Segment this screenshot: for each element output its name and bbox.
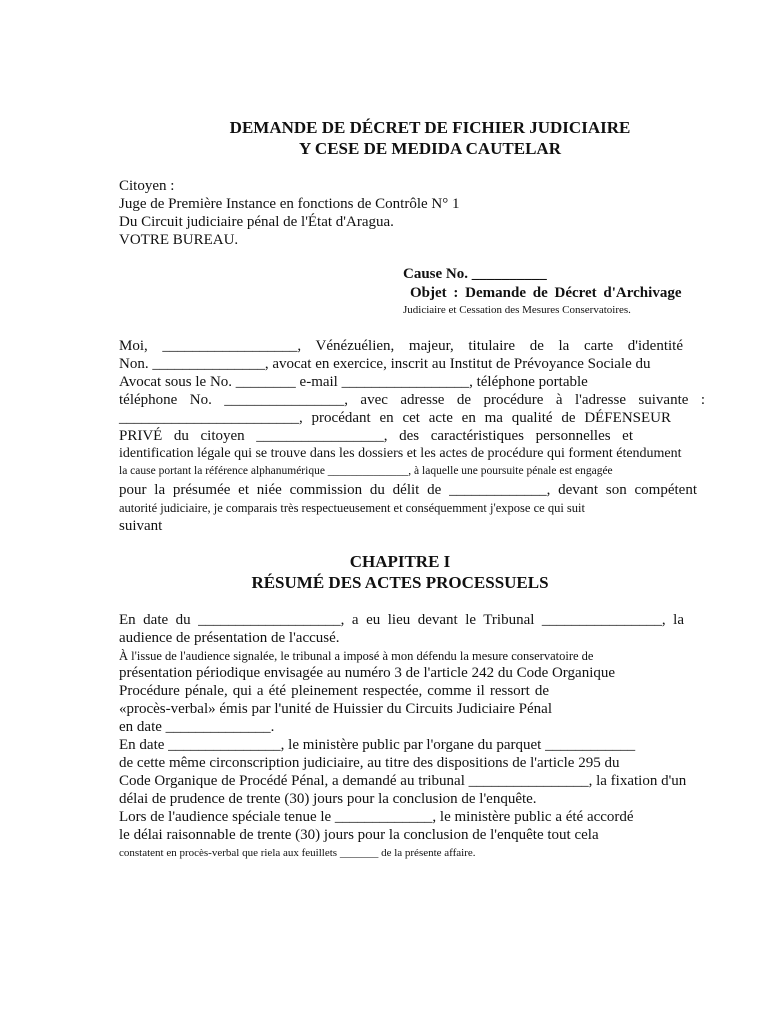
body-line12: Lors de l'audience spéciale tenue le _____________, le ministère public a été accordé: [119, 809, 634, 825]
intro-line4: téléphone No. ________________, avec adresse de procédure à l'adresse suivante :: [119, 392, 705, 408]
document-title-line2: Y CESE DE MEDIDA CAUTELAR: [299, 139, 561, 158]
body-line11: délai de prudence de trente (30) jours pour la conclusion de l'enquête.: [119, 791, 537, 807]
body-line14: constatent en procès-verbal que riela aux feuillets _______ de la présente affaire.: [119, 847, 476, 859]
intro-line1: Moi, __________________, Vénézuélien, majeur, titulaire de la carte d'identité: [119, 338, 683, 354]
body-line7: en date ______________.: [119, 719, 275, 735]
intro-line5: ________________________, procédant en cet acte en ma qualité de DÉFENSEUR: [119, 410, 671, 426]
intro-line9: pour la présumée et niée commission du délit de _____________, devant son compétent: [119, 482, 697, 498]
body-line3: À l'issue de l'audience signalée, le tribunal a imposé à mon défendu la mesure conservatoire de: [119, 649, 594, 663]
body-line13: le délai raisonnable de trente (30) jours pour la conclusion de l'enquête tout cela: [119, 827, 599, 843]
body-line9: de cette même circonscription judiciaire, au titre des dispositions de l'article 295 du: [119, 755, 620, 771]
objet-detail: Judiciaire et Cessation des Mesures Conservatoires.: [403, 304, 631, 316]
chapter-title: RÉSUMÉ DES ACTES PROCESSUELS: [251, 573, 549, 592]
intro-line7: identification légale qui se trouve dans les dossiers et les actes de procédure qui forment étendument: [119, 446, 682, 461]
body-line10: Code Organique de Procédé Pénal, a demandé au tribunal ________________, la fixation d'un: [119, 773, 687, 789]
body-line1: En date du ___________________, a eu lieu devant le Tribunal ________________, la: [119, 612, 684, 628]
cause-number: Cause No. __________: [403, 266, 547, 282]
intro-line8: la cause portant la référence alphanumérique ______________, à laquelle une poursuite pénale est engagée: [119, 465, 613, 477]
addressee-line3: Du Circuit judiciaire pénal de l'État d'Aragua.: [119, 214, 394, 230]
body-line5: Procédure pénale, qui a été pleinement respectée, comme il ressort de: [119, 683, 549, 699]
body-line2: audience de présentation de l'accusé.: [119, 630, 340, 646]
chapter-number: CHAPITRE I: [349, 552, 451, 571]
addressee-line1: Citoyen :: [119, 178, 175, 194]
body-line6: «procès-verbal» émis par l'unité de Huissier du Circuits Judiciaire Pénal: [119, 701, 553, 717]
document-title-line1: DEMANDE DE DÉCRET DE FICHIER JUDICIAIRE: [229, 118, 631, 137]
intro-line6: PRIVÉ du citoyen _________________, des caractéristiques personnelles et: [119, 428, 633, 444]
intro-line11: suivant: [119, 518, 163, 534]
intro-line10: autorité judiciaire, je comparais très respectueusement et conséquemment j'expose ce qui suit: [119, 501, 585, 515]
intro-line2: Non. _______________, avocat en exercice, inscrit au Institut de Prévoyance Sociale du: [119, 356, 651, 372]
addressee-line4: VOTRE BUREAU.: [119, 232, 239, 248]
body-line8: En date _______________, le ministère public par l'organe du parquet ____________: [119, 737, 636, 753]
body-line4: présentation périodique envisagée au numéro 3 de l'article 242 du Code Organique: [119, 665, 616, 681]
objet-line: Objet : Demande de Décret d'Archivage: [410, 285, 682, 301]
addressee-line2: Juge de Première Instance en fonctions de Contrôle N° 1: [119, 196, 460, 212]
intro-line3: Avocat sous le No. ________ e-mail _________________, téléphone portable: [119, 374, 588, 390]
